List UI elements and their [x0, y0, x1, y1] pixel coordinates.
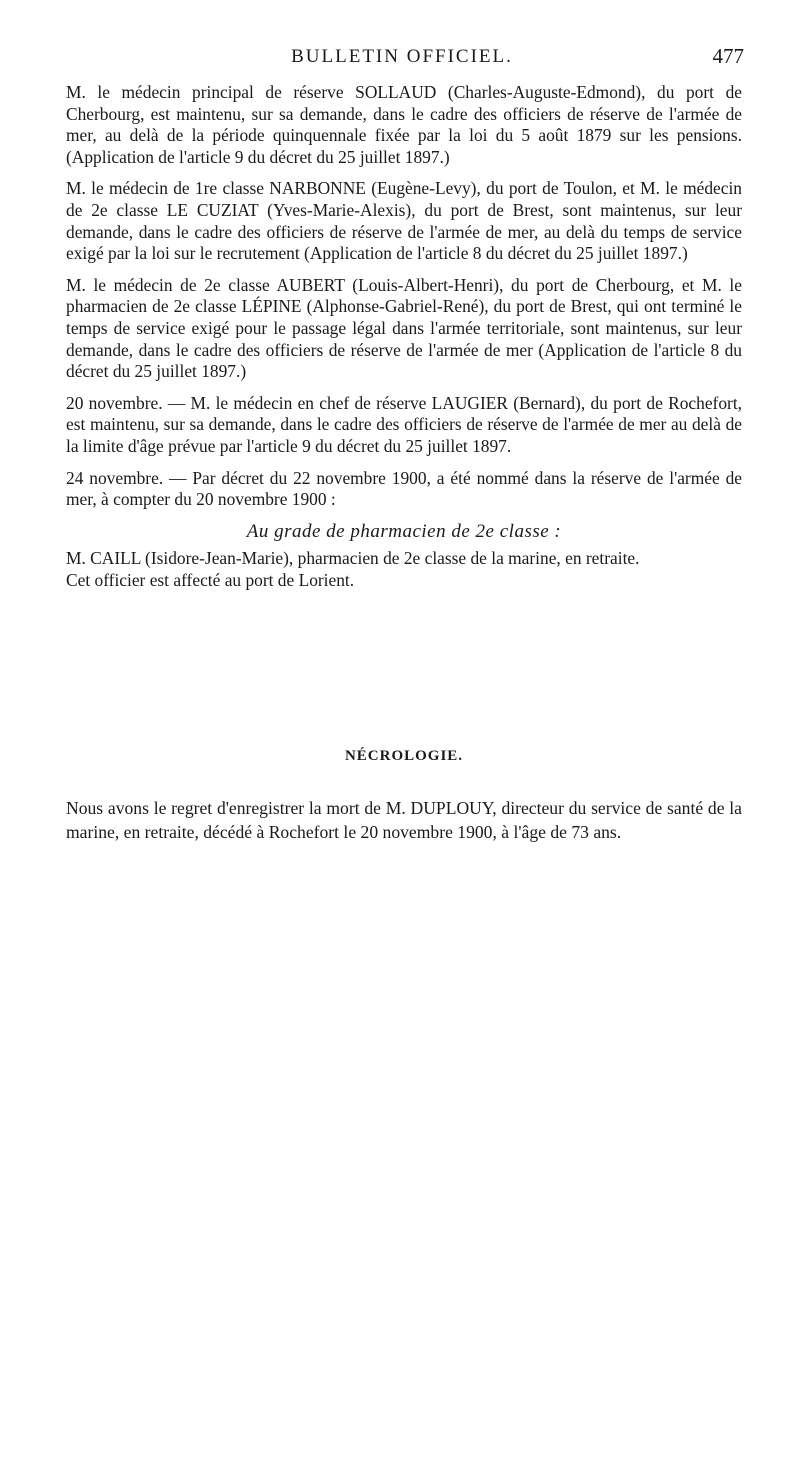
necrology-paragraph: Nous avons le regret d'enregistrer la mort de M. DUPLOUY, directeur du service de santé de la marine, en retraite, décédé à Rochefort le 20 novembre 1900, à l'âge de 73 ans.	[66, 798, 742, 842]
decree-body	[66, 82, 742, 591]
appointment-caill: M. CAILL (Isidore-Jean-Marie), pharmacien de 2e classe de la marine, en retraite.	[66, 548, 640, 569]
paragraph-aubert: M. le médecin de 2e classe AUBERT (Louis-Albert-Henri), du port de Cherbourg, et M. le pharmacien de 2e classe LÉPINE (Alphonse-Gabriel-René), du port de Brest, qui ont terminé le temps de service exigé pour le passage légal dans l'armée territoriale, sont maintenus, sur leur demande, dans le cadre des officiers de réserve de l'armée de mer (Application de l'article 8 du décret du 25 juillet 1897.)	[66, 274, 742, 382]
appointment-posting: Cet officier est affecté au port de Lorient.	[66, 569, 355, 590]
paragraph-sollaud: M. le médecin principal de réserve SOLLAUD (Charles-Auguste-Edmond), du port de Cherbourg, est maintenu, sur sa demande, dans le cadre des officiers de réserve de l'armée de mer, au delà de la période quinquennale fixée par la loi du 5 août 1879 sur les pensions. (Application de l'article 9 du décret du 25 juillet 1897.)	[66, 82, 742, 167]
page-number: 477	[712, 44, 744, 68]
page-header	[60, 44, 744, 74]
subheading-grade: Au grade de pharmacien de 2e classe :	[246, 520, 562, 542]
paragraph-decree-24-november: 24 novembre. — Par décret du 22 novembre 1900, a été nommé dans la réserve de l'armée de mer, à compter du 20 novembre 1900 :	[66, 467, 742, 510]
paragraph-laugier: 20 novembre. — M. le médecin en chef de réserve LAUGIER (Bernard), du port de Rochefort, est maintenu, sur sa demande, dans le cadre des officiers de réserve de l'armée de mer au delà de la limite d'âge prévue par l'article 9 du décret du 25 juillet 1897.	[66, 392, 742, 456]
paragraph-narbonne: M. le médecin de 1re classe NARBONNE (Eugène-Levy), du port de Toulon, et M. le médecin de 2e classe LE CUZIAT (Yves-Marie-Alexis), du port de Brest, sont maintenus, sur leur demande, dans le cadre des officiers de réserve de l'armée de mer, au delà du temps de service exigé par la loi sur le recrutement (Application de l'article 8 du décret du 25 juillet 1897.)	[66, 178, 742, 264]
necrology-title: NÉCROLOGIE.	[344, 748, 464, 764]
running-title: BULLETIN OFFICIEL.	[291, 46, 513, 67]
necrology-body	[66, 796, 742, 844]
